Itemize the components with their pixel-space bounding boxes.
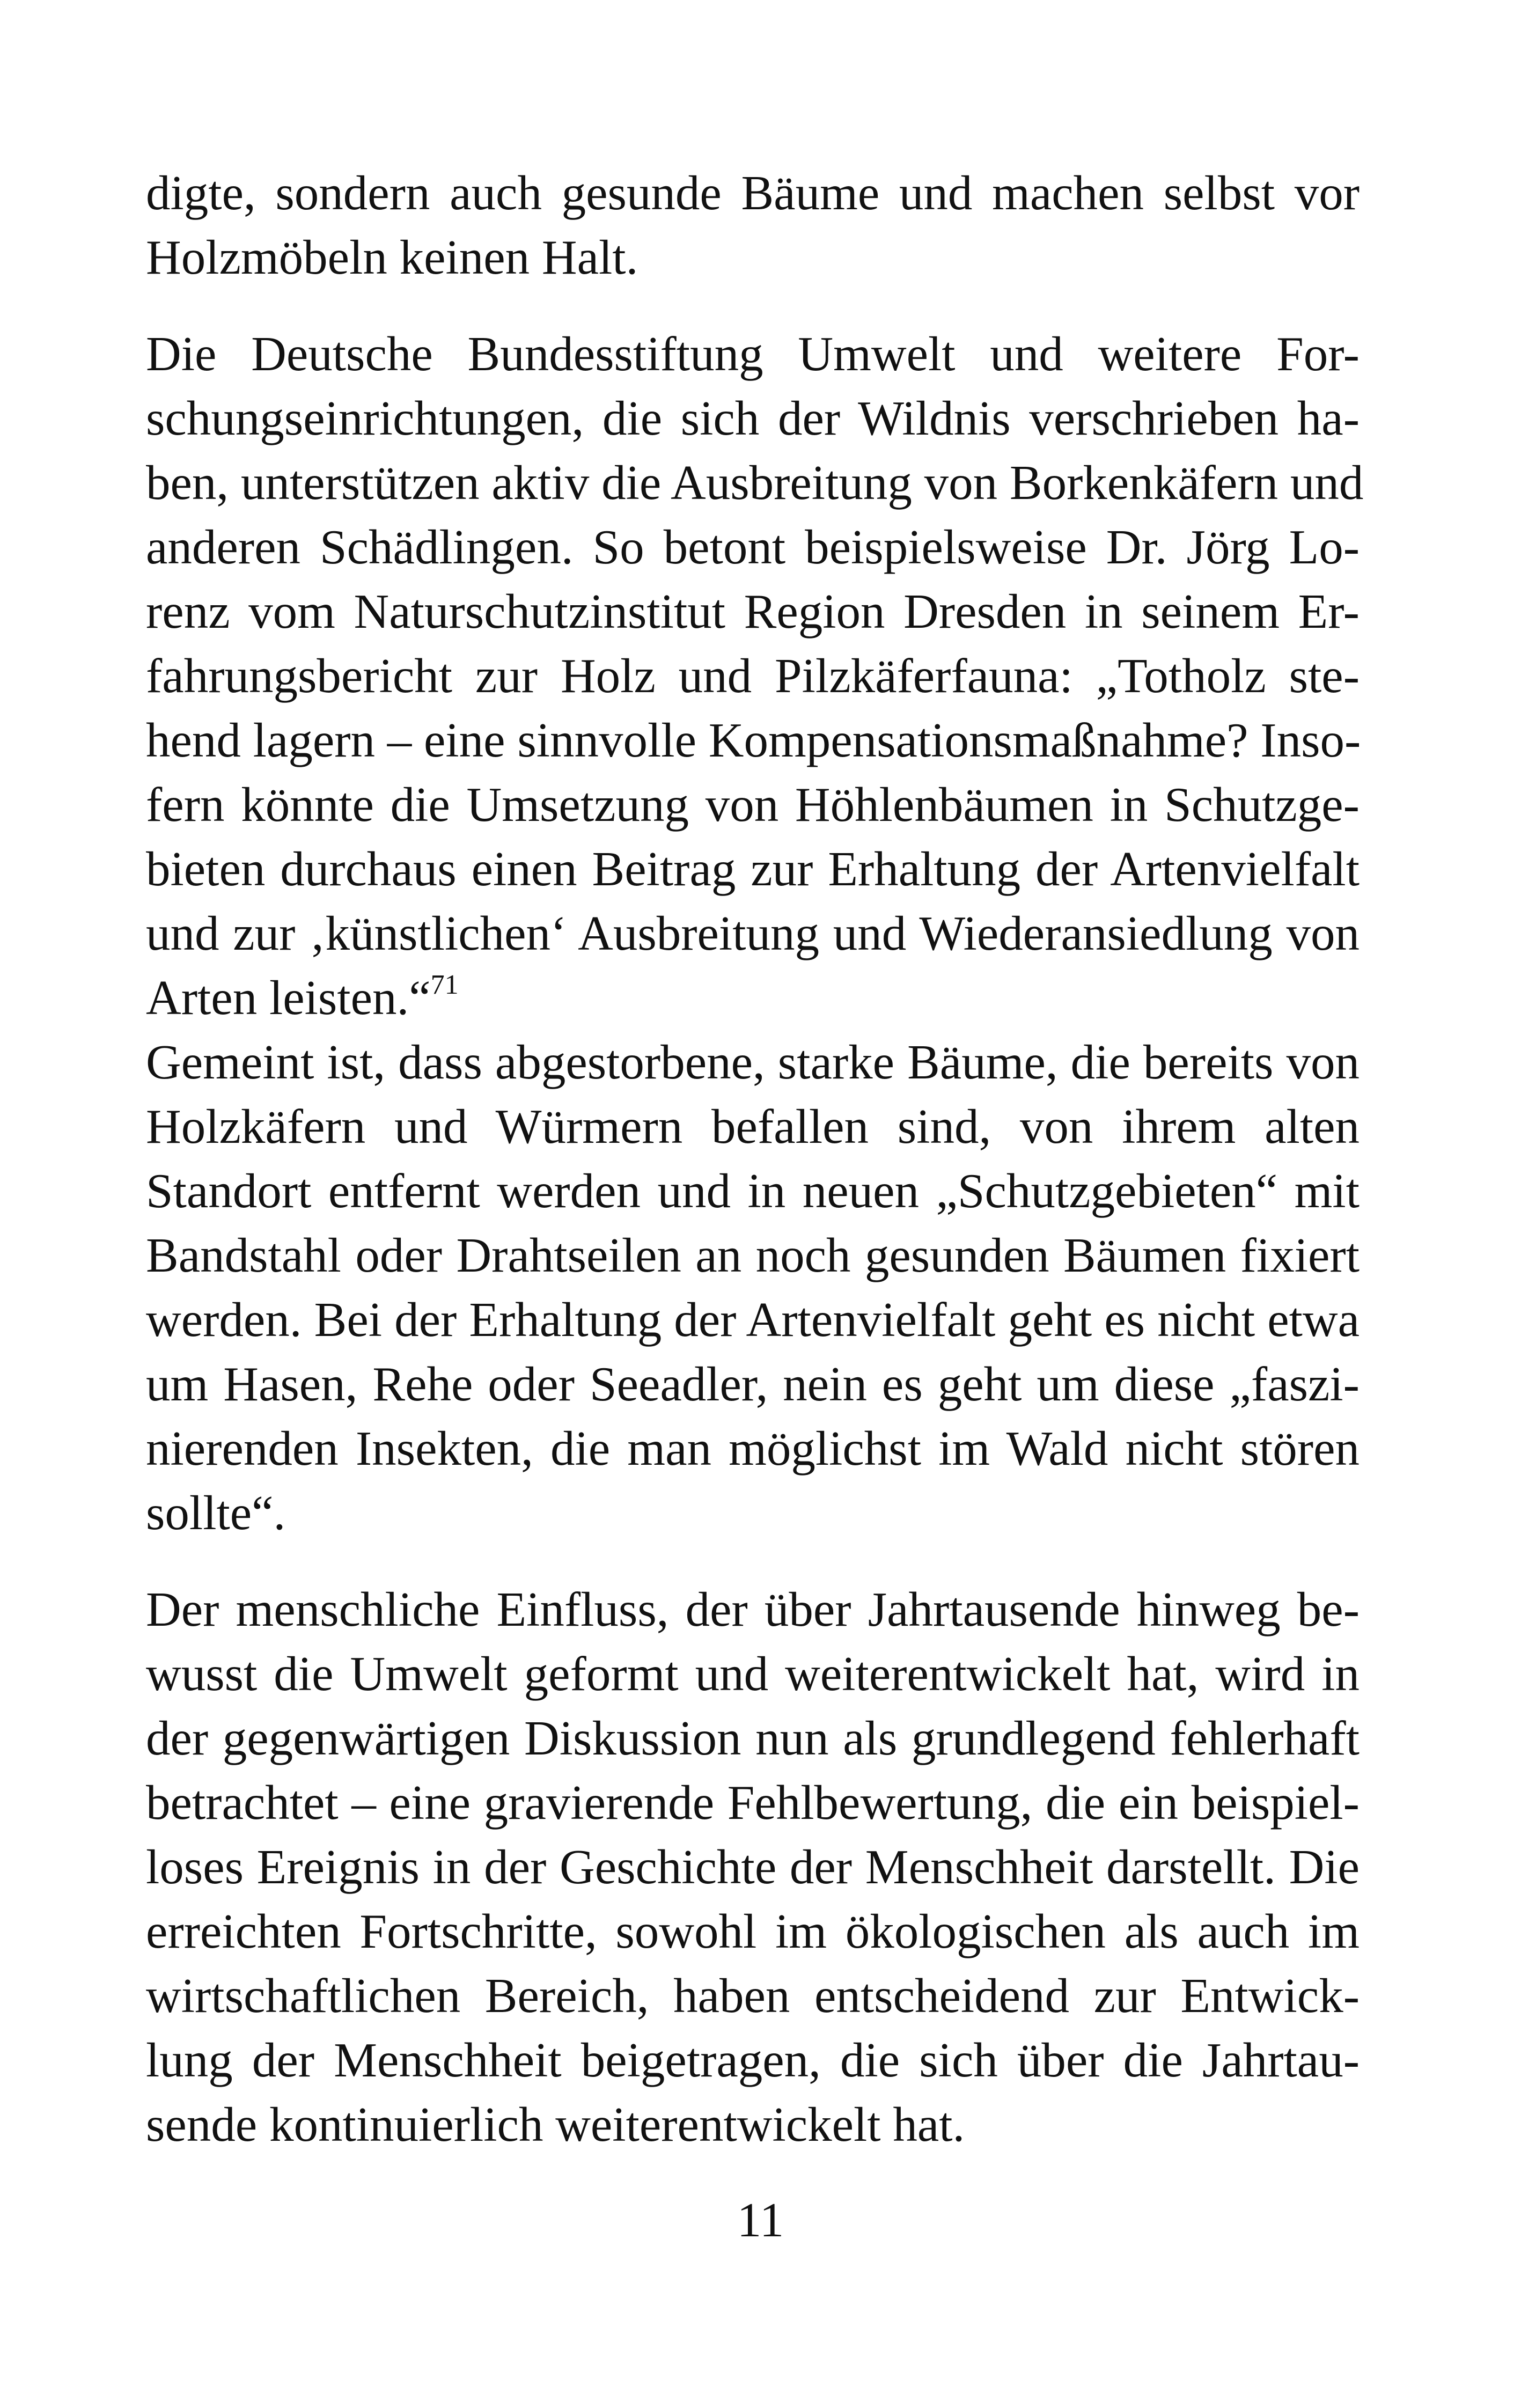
- text-line: Holzkäfern und Würmern befallen sind, von ihrem alten: [146, 1099, 1360, 1154]
- paragraph-3: [146, 1030, 1360, 1545]
- text-line: Gemeint ist, dass abgestorbene, starke Bäume, die bereits von: [146, 1035, 1360, 1089]
- paragraph-spacer: [146, 1545, 1360, 1577]
- text-line: Standort entfernt werden und in neuen „Schutzgebieten“ mit: [146, 1164, 1360, 1218]
- text-line: schungseinrichtungen, die sich der Wildnis verschrieben ha-: [146, 391, 1360, 445]
- text-line: ben, unterstützen aktiv die Ausbreitung von Borkenkäfern und: [146, 456, 1364, 510]
- text-line: fern könnte die Umsetzung von Höhlenbäumen in Schutzge-: [146, 777, 1360, 832]
- text-line: um Hasen, Rehe oder Seeadler, nein es geht um diese „faszi-: [146, 1357, 1360, 1411]
- text-line: Die Deutsche Bundesstiftung Umwelt und weitere For-: [146, 327, 1360, 381]
- text-line: betrachtet – eine gravierende Fehlbewertung, die ein beispiel-: [146, 1775, 1360, 1830]
- paragraph-1: [146, 161, 1360, 290]
- page-body: [146, 161, 1364, 2157]
- text-line: Der menschliche Einfluss, der über Jahrtausende hinweg be-: [146, 1582, 1360, 1636]
- text-line: renz vom Naturschutzinstitut Region Dresden in seinem Er-: [146, 584, 1360, 638]
- text-line: wusst die Umwelt geformt und weiterentwickelt hat, wird in: [146, 1647, 1360, 1701]
- text-line: wirtschaftlichen Bereich, haben entscheidend zur Entwick-: [146, 1969, 1360, 2023]
- text-line: [146, 966, 1360, 1030]
- page-number: 11: [737, 2193, 784, 2247]
- text-line: werden. Bei der Erhaltung der Artenvielfalt geht es nicht etwa: [146, 1293, 1360, 1347]
- text-line: sollte“.: [146, 1486, 286, 1540]
- paragraph-2: [146, 322, 1364, 1030]
- text-line: digte, sondern auch gesunde Bäume und machen selbst vor: [146, 166, 1360, 220]
- text-line: anderen Schädlingen. So betont beispielsweise Dr. Jörg Lo-: [146, 520, 1360, 574]
- text-line: nierenden Insekten, die man möglichst im Wald nicht stören: [146, 1421, 1360, 1475]
- text-line: und zur ‚künstlichen‘ Ausbreitung und Wiederansiedlung von: [146, 906, 1360, 960]
- text-line: fahrungsbericht zur Holz und Pilzkäferfauna: „Totholz ste-: [146, 649, 1360, 703]
- text-line: erreichten Fortschritte, sowohl im ökologischen als auch im: [146, 1904, 1360, 1958]
- text-line: Holzmöbeln keinen Halt.: [146, 230, 638, 284]
- text-line: lung der Menschheit beigetragen, die sich über die Jahrtau-: [146, 2033, 1360, 2087]
- text-line: loses Ereignis in der Geschichte der Menschheit darstellt. Die: [146, 1840, 1360, 1894]
- text-line: sende kontinuierlich weiterentwickelt hat.: [146, 2097, 965, 2152]
- text-line-content: Arten leisten.“: [146, 971, 431, 1025]
- text-line: der gegenwärtigen Diskussion nun als grundlegend fehlerhaft: [146, 1711, 1360, 1765]
- text-line: Bandstahl oder Drahtseilen an noch gesunden Bäumen fixiert: [146, 1228, 1360, 1282]
- footnote-reference[interactable]: 71: [430, 970, 459, 1000]
- text-line: bieten durchaus einen Beitrag zur Erhaltung der Artenvielfalt: [146, 842, 1360, 896]
- text-line: hend lagern – eine sinnvolle Kompensationsmaßnahme? Inso-: [146, 713, 1361, 767]
- paragraph-4: [146, 1577, 1360, 2157]
- paragraph-spacer: [146, 290, 1360, 322]
